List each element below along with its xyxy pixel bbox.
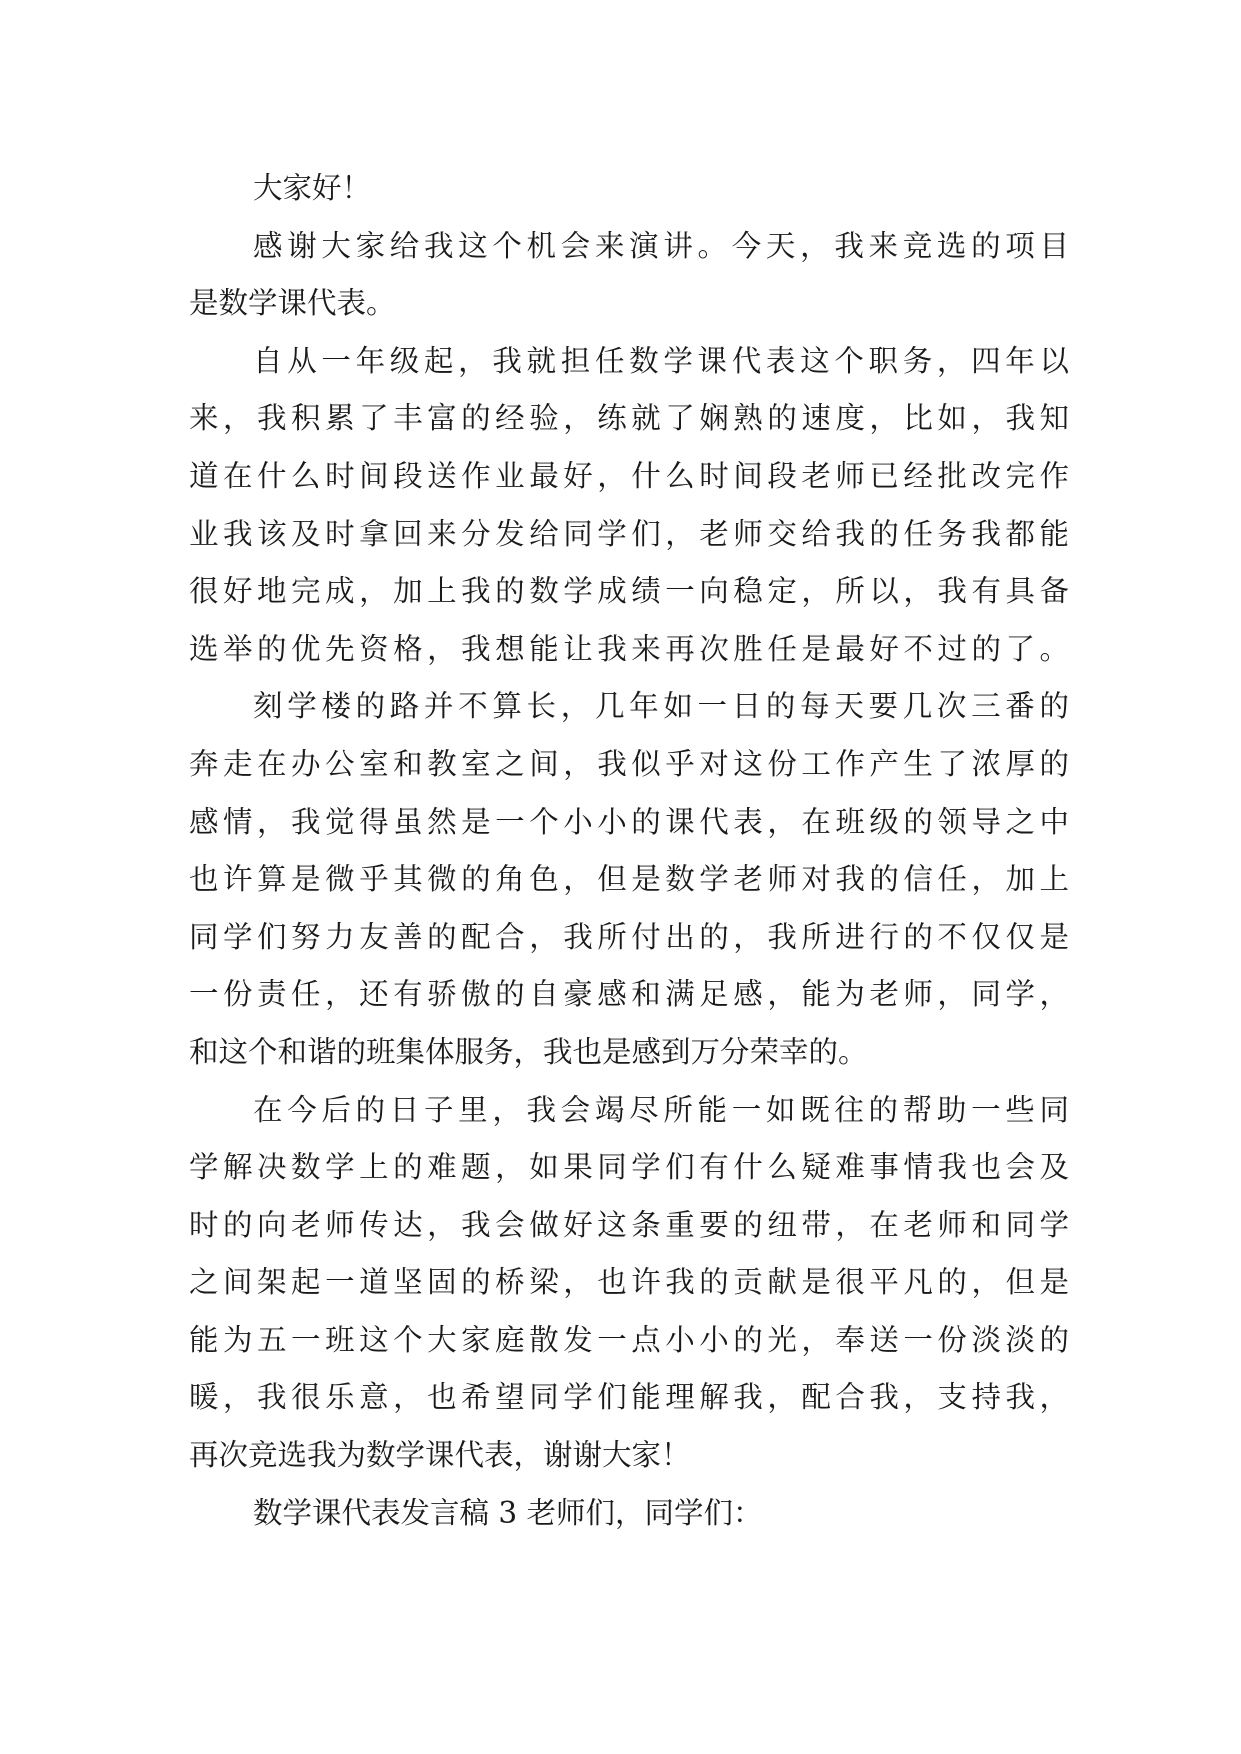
text-line: 能为五一班这个大家庭散发一点小小的光，奉送一份淡淡的 (189, 1322, 1069, 1357)
text-line: 大家好！ (253, 171, 372, 205)
text-line: 同学们努力友善的配合，我所付出的，我所进行的不仅仅是 (189, 919, 1069, 954)
document-body (189, 160, 1069, 1542)
text-line: 业我该及时拿回来分发给同学们，老师交给我的任务我都能 (189, 516, 1069, 551)
text-line: 来，我积累了丰富的经验，练就了娴熟的速度，比如，我知 (189, 401, 1069, 436)
text-line: 道在什么时间段送作业最好，什么时间段老师已经批改完作 (189, 458, 1069, 493)
text-line: 是数学课代表。 (189, 286, 396, 321)
text-line: 学解决数学上的难题，如果同学们有什么疑难事情我也会及 (189, 1150, 1069, 1185)
text-line: 暖，我很乐意，也希望同学们能理解我，配合我，支持我， (189, 1380, 1069, 1415)
text-line: 感情，我觉得虽然是一个小小的课代表，在班级的领导之中 (189, 804, 1069, 839)
text-line: 在今后的日子里，我会竭尽所能一如既往的帮助一些同 (253, 1092, 1069, 1127)
text-line: 再次竞选我为数学课代表，谢谢大家！ (189, 1438, 691, 1473)
text-line: 奔走在办公室和教室之间，我似乎对这份工作产生了浓厚的 (189, 746, 1069, 781)
text-line: 刻学楼的路并不算长，几年如一日的每天要几次三番的 (253, 689, 1069, 724)
text-line: 时的向老师传达，我会做好这条重要的纽带，在老师和同学 (189, 1207, 1069, 1242)
text-line: 很好地完成，加上我的数学成绩一向稳定，所以，我有具备 (189, 574, 1069, 609)
text-line: 也许算是微乎其微的角色，但是数学老师对我的信任，加上 (189, 862, 1069, 897)
text-line: 数学课代表发言稿 3 老师们，同学们： (253, 1495, 763, 1530)
text-line: 之间架起一道坚固的桥梁，也许我的贡献是很平凡的，但是 (189, 1265, 1069, 1300)
text-line: 感谢大家给我这个机会来演讲。今天，我来竞选的项目 (253, 228, 1069, 263)
text-line: 选举的优先资格，我想能让我来再次胜任是最好不过的了。 (189, 631, 1069, 666)
text-line: 一份责任，还有骄傲的自豪感和满足感，能为老师，同学， (189, 977, 1069, 1012)
text-line: 自从一年级起，我就担任数学课代表这个职务，四年以 (253, 343, 1069, 378)
text-line: 和这个和谐的班集体服务，我也是感到万分荣幸的。 (189, 1034, 868, 1069)
